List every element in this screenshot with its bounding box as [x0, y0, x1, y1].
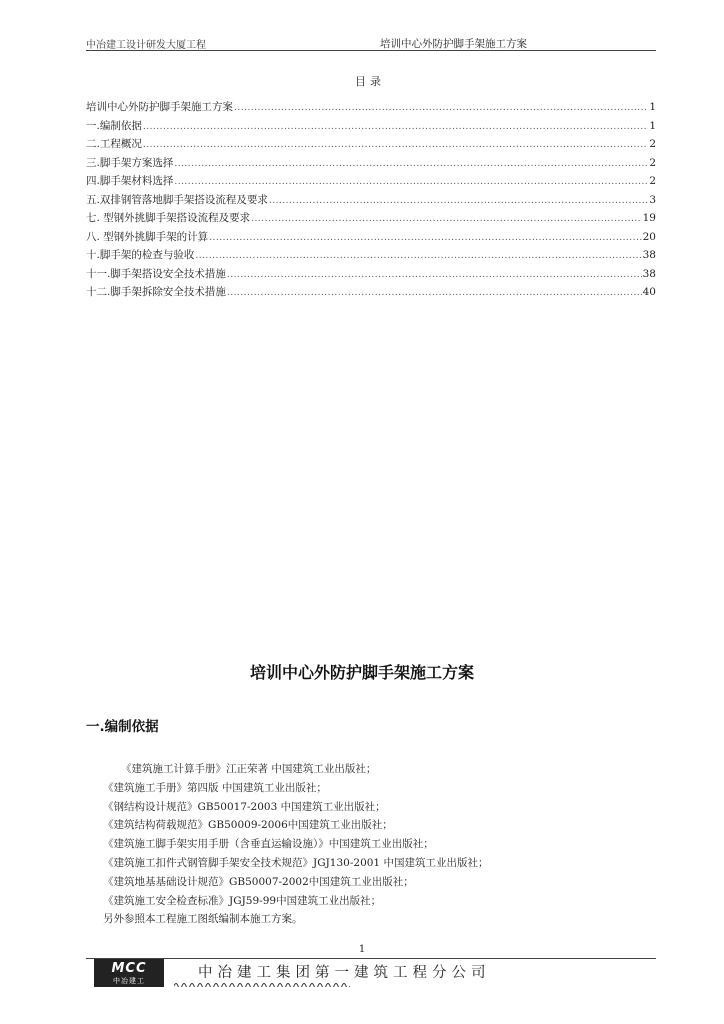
- toc-entry-page: 38: [642, 249, 656, 261]
- toc-entry-text: 一.编制依据: [86, 119, 142, 132]
- reference-item: 《钢结构设计规范》GB50017-2003 中国建筑工业出版社；: [103, 800, 386, 813]
- toc-entry[interactable]: [86, 136, 656, 155]
- logo-text: 中冶建工: [113, 977, 145, 985]
- header-project-name: 中冶建工设计研发大厦工程: [86, 40, 206, 51]
- toc-entry-page: 40: [642, 286, 656, 298]
- toc-entry-text: 十一.脚手架搭设安全技术措施: [86, 267, 226, 280]
- toc-entry-page: 38: [642, 267, 656, 280]
- reference-item: 《建筑结构荷载规范》GB50009-2006中国建筑工业出版社；: [103, 819, 393, 832]
- reference-item: 《建筑地基基础设计规范》GB50007-2002中国建筑工业出版社；: [103, 875, 414, 888]
- toc-entry-text: 十.脚手架的检查与验收: [86, 249, 195, 261]
- section-heading: 一.编制依据: [86, 719, 159, 735]
- header-rule: [86, 50, 656, 51]
- toc-title: 目录: [355, 75, 385, 88]
- toc-entry[interactable]: [86, 99, 656, 118]
- toc-leader-dots: [209, 233, 641, 243]
- toc-entry[interactable]: [86, 229, 656, 248]
- toc-entry-page: 2: [649, 138, 656, 150]
- toc-entry-text: 培训中心外防护脚手架施工方案: [86, 101, 233, 113]
- toc-entry-page: 2: [649, 175, 656, 187]
- decorative-wave: [174, 981, 350, 987]
- company-name: 中冶建工集团第一建筑工程分公司: [198, 965, 491, 981]
- reference-item: 另外参照本工程施工图纸编制本施工方案。: [103, 913, 303, 926]
- toc-entry-page: 20: [642, 230, 656, 243]
- toc-leader-dots: [251, 214, 641, 224]
- toc-entry-text: 五.双排钢管落地脚手架搭设流程及要求: [86, 193, 268, 206]
- toc-entry[interactable]: [86, 192, 656, 211]
- toc-entry-text: 二.工程概况: [86, 138, 142, 150]
- toc-leader-dots: [174, 177, 648, 187]
- toc-leader-dots: [174, 159, 648, 169]
- reference-item: 《建筑施工安全检查标准》JGJ59-99中国建筑工业出版社；: [103, 894, 382, 907]
- toc-entry[interactable]: [86, 247, 656, 266]
- toc-leader-dots: [143, 122, 648, 132]
- toc-leader-dots: [227, 288, 642, 298]
- toc-entry[interactable]: [86, 266, 656, 285]
- toc-entry[interactable]: [86, 155, 656, 174]
- footer-rule: [86, 958, 656, 959]
- toc-leader-dots: [269, 196, 648, 206]
- toc-leader-dots: [234, 103, 648, 113]
- reference-item: 《建筑施工手册》第四版 中国建筑工业出版社；: [103, 781, 327, 794]
- toc-entry[interactable]: [86, 173, 656, 192]
- toc-entry-text: 十二.脚手架拆除安全技术措施: [86, 286, 226, 298]
- page-number: 1: [358, 944, 366, 955]
- toc-leader-dots: [143, 140, 648, 150]
- toc-entry-page: 1: [649, 101, 656, 113]
- reference-item: 《建筑施工扣件式钢管脚手架安全技术规范》JGJ130-2001 中国建筑工业出版社；: [103, 856, 489, 869]
- toc-entry[interactable]: [86, 118, 656, 137]
- reference-list: [103, 760, 663, 929]
- toc-entry-page: 1: [649, 119, 656, 132]
- header-document-title: 培训中心外防护脚手架施工方案: [380, 38, 527, 50]
- toc-entry-text: 三.脚手架方案选择: [86, 156, 174, 169]
- toc-leader-dots: [195, 251, 641, 261]
- toc-entry-text: 七. 型钢外挑脚手架搭设流程及要求: [86, 212, 251, 224]
- document-title: 培训中心外防护脚手架施工方案: [249, 663, 474, 682]
- logo-mark: MCC: [111, 961, 147, 976]
- reference-item: 《建筑施工脚手架实用手册（含垂直运输设施）》中国建筑工业出版社；: [103, 838, 434, 851]
- toc-entry-page: 3: [649, 193, 656, 206]
- table-of-contents: [86, 99, 656, 303]
- toc-entry-page: 19: [642, 212, 656, 224]
- toc-entry-text: 四.脚手架材料选择: [86, 175, 174, 187]
- toc-entry[interactable]: [86, 284, 656, 303]
- company-logo: [94, 959, 164, 987]
- toc-entry-text: 八. 型钢外挑脚手架的计算: [86, 230, 209, 243]
- toc-leader-dots: [227, 270, 642, 280]
- reference-item: 《建筑施工计算手册》江正荣著 中国建筑工业出版社；: [121, 763, 377, 775]
- toc-entry-page: 2: [649, 156, 656, 169]
- toc-entry[interactable]: [86, 210, 656, 229]
